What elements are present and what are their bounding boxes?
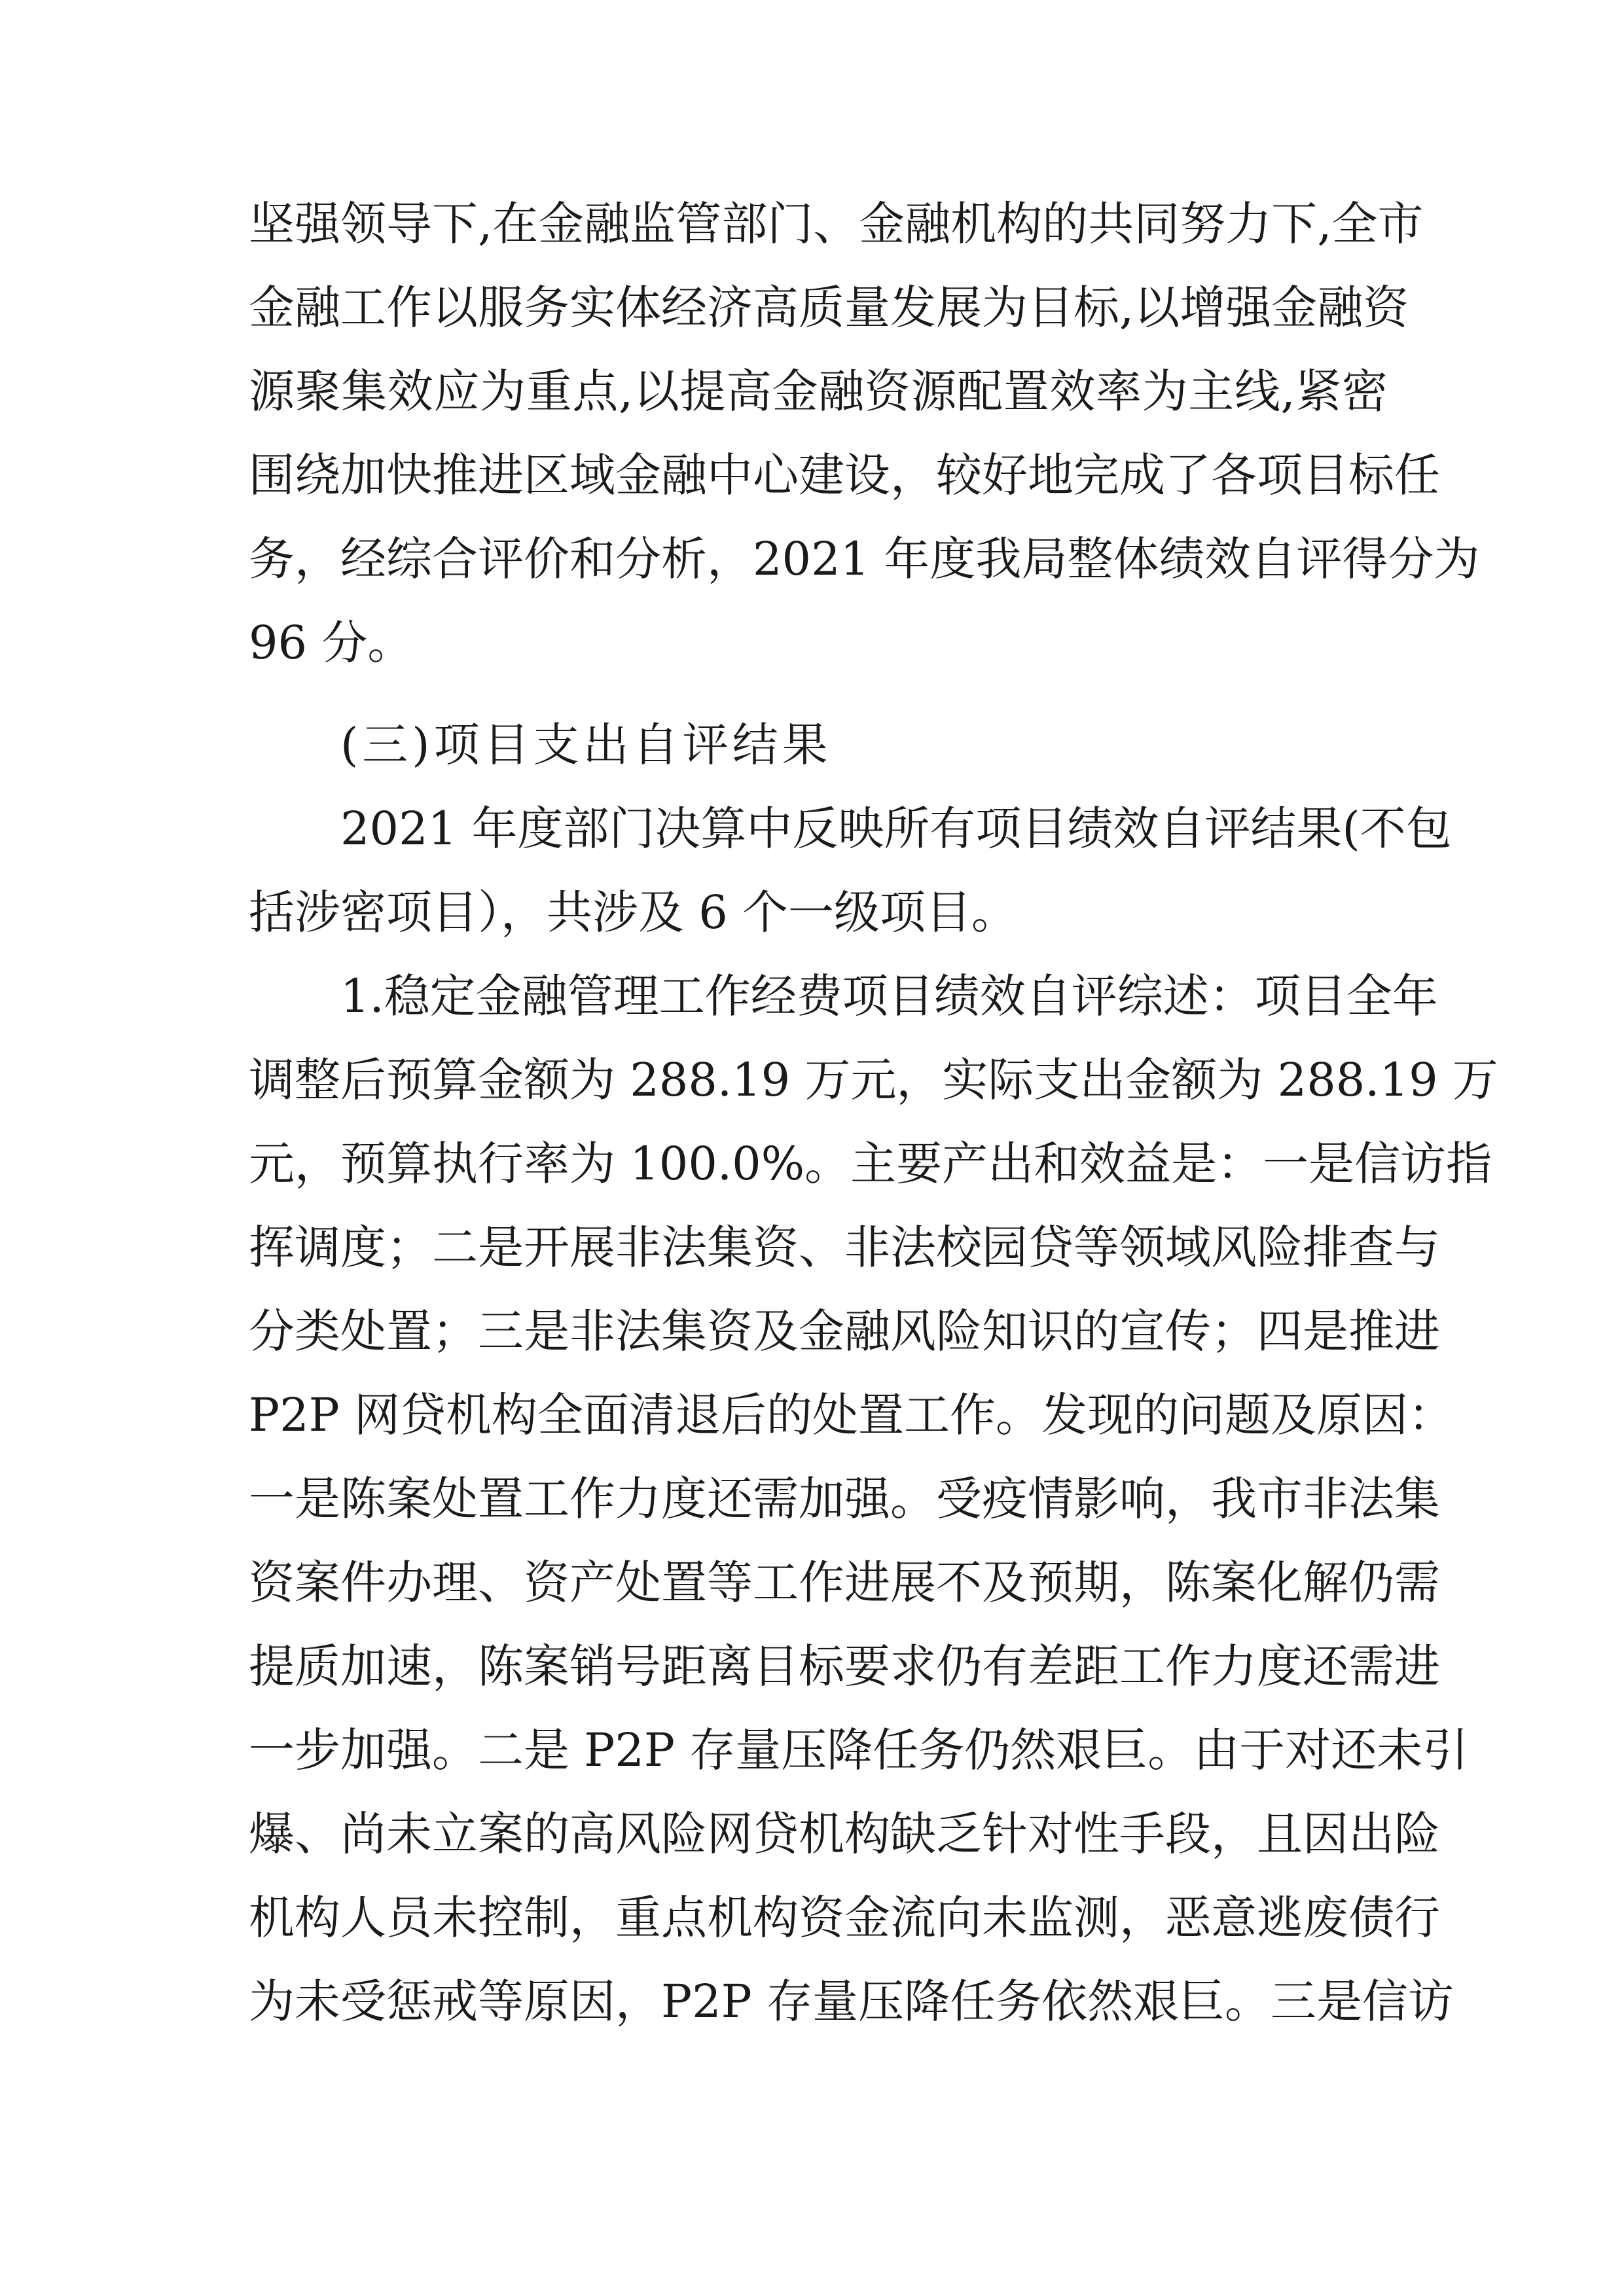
section-heading: (三)项目支出自评结果 <box>340 718 832 772</box>
paragraph-line: 金融工作以服务实体经济高质量发展为目标,以增强金融资 <box>249 281 1409 334</box>
paragraph-line: 机构人员未控制，重点机构资金流向未监测，恶意逃废债行 <box>249 1891 1440 1945</box>
paragraph-line: 1.稳定金融管理工作经费项目绩效自评综述：项目全年 <box>340 969 1438 1023</box>
paragraph-line: P2P 网贷机构全面清退后的处置工作。发现的问题及原因： <box>249 1388 1454 1442</box>
paragraph-line: 调整后预算金额为 288.19 万元，实际支出金额为 288.19 万 <box>249 1053 1498 1107</box>
paragraph-line: 源聚集效应为重点,以提高金融资源配置效率为主线,紧密 <box>249 365 1388 418</box>
paragraph-line: 为未受惩戒等原因，P2P 存量压降任务依然艰巨。三是信访 <box>249 1975 1454 2028</box>
paragraph-line: 围绕加快推进区域金融中心建设，较好地完成了各项目标任 <box>249 448 1440 502</box>
paragraph-line: 2021 年度部门决算中反映所有项目绩效自评结果(不包 <box>340 802 1452 855</box>
paragraph-line: 提质加速，陈案销号距离目标要求仍有差距工作力度还需进 <box>249 1640 1440 1693</box>
paragraph-line: 元，预算执行率为 100.0%。主要产出和效益是：一是信访指 <box>249 1137 1492 1191</box>
paragraph-line: 务，经综合评价和分析，2021 年度我局整体绩效自评得分为 <box>249 532 1480 586</box>
paragraph-line: 分类处置；三是非法集资及金融风险知识的宣传；四是推进 <box>249 1304 1440 1358</box>
paragraph-line: 爆、尚未立案的高风险网贷机构缺乏针对性手段，且因出险 <box>249 1807 1440 1861</box>
paragraph-line: 挥调度；二是开展非法集资、非法校园贷等领域风险排查与 <box>249 1221 1440 1274</box>
paragraph-line: 括涉密项目），共涉及 6 个一级项目。 <box>249 886 1018 939</box>
paragraph-line: 一是陈案处置工作力度还需加强。受疫情影响，我市非法集 <box>249 1472 1440 1526</box>
paragraph-line: 96 分。 <box>249 616 414 670</box>
paragraph-line: 资案件办理、资产处置等工作进展不及预期，陈案化解仍需 <box>249 1556 1440 1609</box>
paragraph-line: 一步加强。二是 P2P 存量压降任务仍然艰巨。由于对还未引 <box>249 1723 1469 1777</box>
paragraph-line: 坚强领导下,在金融监管部门、金融机构的共同努力下,全市 <box>249 197 1424 251</box>
